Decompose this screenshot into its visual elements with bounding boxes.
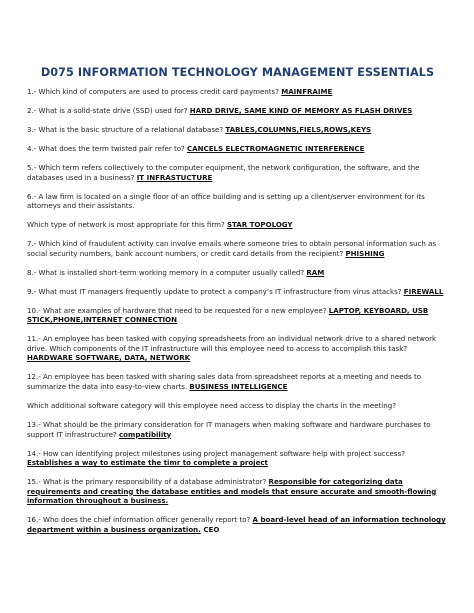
qa-item-7 (27, 239, 448, 258)
qa-item-1 (27, 87, 448, 97)
answer-text: Establishes a way to estimate the timr to complete a project (27, 458, 268, 468)
qa-item-5 (27, 163, 448, 182)
qa-item-10 (27, 306, 448, 325)
qa-item-16 (27, 515, 448, 534)
answer-text: A board-level head of an information technology department within a business organization. (27, 515, 446, 534)
answer-suffix: CEO (200, 524, 220, 534)
question-text: 16.- Who does the chief information officer generally report to? (27, 515, 253, 525)
qa-item-14 (27, 449, 448, 468)
answer-text: MAINFRAIME (281, 87, 333, 96)
qa-item-6-question (27, 220, 448, 230)
answer-text: FIREWALL (403, 286, 444, 296)
question-text: 8.- What is installed short-term working memory in a computer usually called? (27, 267, 307, 277)
answer-text: TABLES,COLUMNS,FIELS,ROWS,KEYS (225, 124, 372, 134)
question-text: 14.- How can identifying project milestones using project management software help with project success? (27, 448, 405, 458)
page-title: D075 INFORMATION TECHNOLOGY MANAGEMENT ESSENTIALS (40, 66, 435, 79)
question-text: Which additional software category will this employee need access to display the charts in the meeting? (27, 400, 396, 410)
answer-text: RAM (306, 267, 325, 277)
question-text: 13.- What should be the primary consideration for IT managers when making software and hardware purchases to support IT infrastructure? (27, 419, 431, 439)
question-text: 1.- Which kind of computers are used to process credit card payments? (27, 87, 282, 96)
answer-text: compatibility (119, 429, 172, 439)
qa-item-8 (27, 268, 448, 278)
answer-text: PHISHING (345, 248, 385, 258)
answer-text: IT INFRASTUCTURE (136, 172, 213, 182)
answer-text: STAR TOPOLOGY (226, 220, 293, 230)
qa-item-6 (27, 192, 448, 211)
question-text: Which type of network is most appropriate for this firm? (27, 220, 227, 230)
question-text: 12.- An employee has been tasked with sharing sales data from spreadsheet reports at a meeting and needs to summarize the data into easy-to-view charts. (27, 372, 422, 391)
qa-item-12 (27, 372, 448, 391)
question-text: 11.- An employee has been tasked with copying spreadsheets from an individual network drive to a shared network drive. Which components of the IT infrastructure will this employee need to access to accomplish this task? (27, 334, 437, 353)
answer-text: LAPTOP, KEYBOARD, USB STICK,PHONE,INTERNET CONNECTION (27, 305, 429, 325)
question-text: 9.- What must IT managers frequently update to protect a company’s IT infrastructure from virus attacks? (27, 286, 404, 296)
qa-item-15 (27, 477, 448, 506)
answer-text: HARDWARE SOFTWARE, DATA, NETWORK (27, 353, 191, 363)
qa-item-12-question (27, 401, 448, 411)
qa-item-9 (27, 287, 448, 297)
answer-text: BUSINESS INTELLIGENCE (189, 381, 288, 391)
question-text: 2.- What is a solid-state drive (SSD) used for? (27, 105, 190, 115)
answer-text: Responsible for categorizing data requirements and creating the database entities and models that ensure accurate and smooth-flowing information throughout a business. (27, 477, 437, 506)
qa-item-13 (27, 420, 448, 439)
question-text: 5.- Which term refers collectively to the computer equipment, the network configuration, the software, and the databases used in a business? (27, 162, 420, 182)
qa-item-3 (27, 125, 448, 135)
question-text: 15.- What is the primary responsibility of a database administrator? (27, 477, 269, 487)
question-text: 6.- A law firm is located on a single floor of an office building and is setting up a client/server environment for its attorneys and their assistants. (27, 191, 425, 211)
answer-text: HARD DRIVE, SAME KIND OF MEMORY AS FLASH DRIVES (189, 105, 413, 115)
question-text: 4.- What does the term twisted pair refer to? (27, 143, 188, 153)
qa-item-11 (27, 334, 448, 363)
question-text: 7.- Which kind of fraudulent activity can involve emails where someone tries to obtain personal information such as social security numbers, bank account numbers, or credit card details from the recipient? (27, 239, 437, 258)
question-text: 10.- What are examples of hardware that need to be requested for a new employee? (27, 305, 329, 315)
qa-item-2 (27, 106, 448, 116)
qa-item-4 (27, 144, 448, 154)
question-text: 3.- What is the basic structure of a relational database? (27, 124, 226, 134)
answer-text: CANCELS ELECTROMAGNETIC INTERFERENCE (187, 143, 365, 153)
